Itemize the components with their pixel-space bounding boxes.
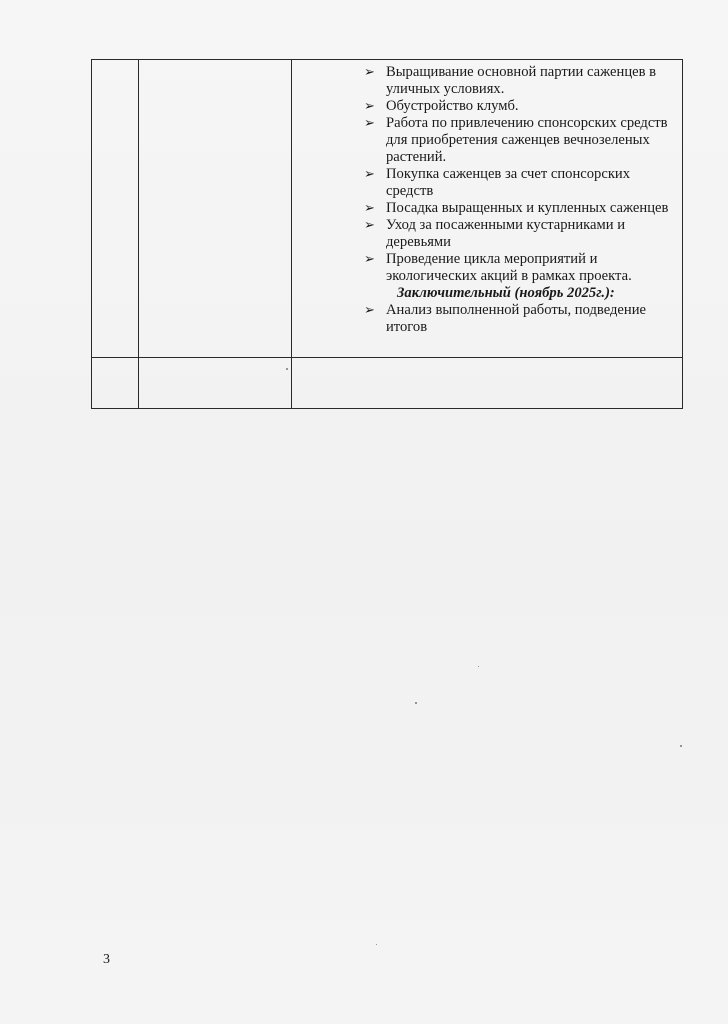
table-cell-stages	[292, 358, 683, 409]
list-item: ➢ Выращивание основной партии саженцев в уличных условиях.	[364, 64, 657, 97]
scan-speck	[478, 666, 479, 667]
table-cell-name	[139, 60, 292, 358]
list-item: ➢ Анализ выполненной работы, подведение итогов	[364, 302, 647, 335]
table-cell-number	[92, 60, 139, 358]
final-stage-task-list	[363, 302, 672, 336]
stage-task-list	[363, 64, 672, 285]
table-cell-name	[139, 358, 292, 409]
scan-speck	[286, 368, 288, 370]
table-row	[92, 60, 683, 358]
arrow-bullet-icon: ➢	[364, 252, 375, 267]
scan-speck	[680, 745, 682, 747]
table-row	[92, 358, 683, 409]
arrow-bullet-icon: ➢	[364, 167, 375, 182]
page-number: 3	[103, 952, 110, 967]
project-plan-table	[91, 59, 683, 409]
arrow-bullet-icon: ➢	[364, 99, 375, 114]
stage-heading-final: Заключительный (ноябрь 2025г.):	[397, 285, 615, 301]
list-item: ➢ Уход за посаженными кустарниками и деревьями	[364, 217, 626, 250]
list-item: ➢ Покупка саженцев за счет спонсорских средств	[364, 166, 631, 199]
table-cell-stages	[292, 60, 683, 358]
list-item: ➢ Обустройство клумб.	[364, 98, 519, 114]
table-cell-number	[92, 358, 139, 409]
scan-speck	[415, 702, 417, 704]
arrow-bullet-icon: ➢	[364, 218, 375, 233]
list-item: ➢ Работа по привлечению спонсорских средств для приобретения саженцев вечнозеленых растений.	[364, 115, 668, 165]
arrow-bullet-icon: ➢	[364, 201, 375, 216]
arrow-bullet-icon: ➢	[364, 303, 375, 318]
list-item: ➢ Проведение цикла мероприятий и экологических акций в рамках проекта.	[364, 251, 632, 284]
list-item: ➢ Посадка выращенных и купленных саженцев	[364, 200, 669, 216]
scan-speck	[376, 944, 377, 945]
arrow-bullet-icon: ➢	[364, 65, 375, 80]
arrow-bullet-icon: ➢	[364, 116, 375, 131]
